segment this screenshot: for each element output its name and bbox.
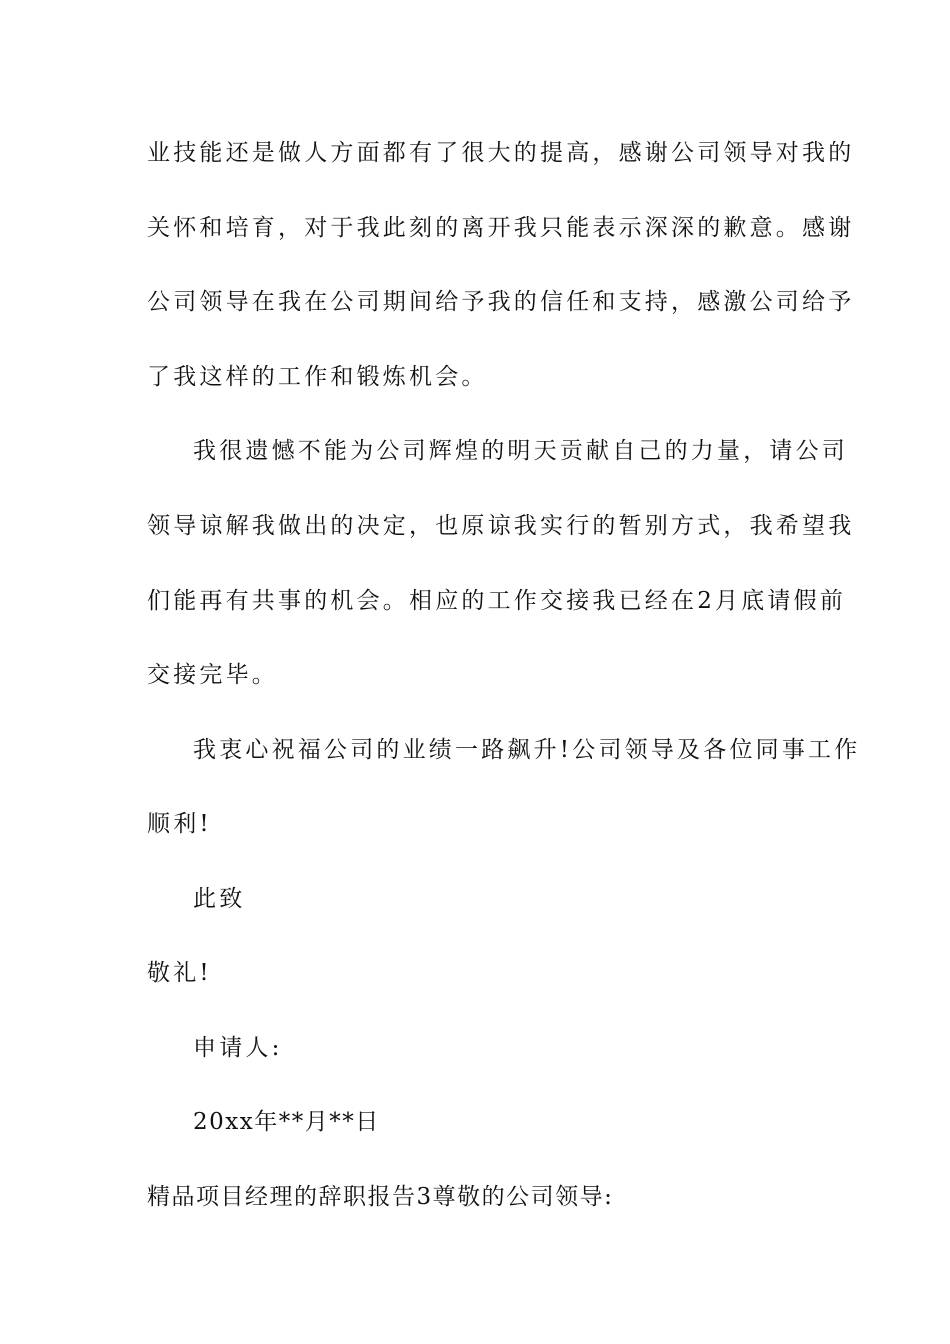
paragraph-line: 顺利!: [147, 811, 212, 837]
paragraph-line: 交接完毕。: [147, 662, 278, 688]
paragraph-line: 公司领导在我在公司期间给予我的信任和支持，感激公司给予: [147, 289, 855, 315]
next-section-heading: 精品项目经理的辞职报告3尊敬的公司领导:: [147, 1184, 614, 1210]
paragraph-line: 我衷心祝福公司的业绩一路飙升!公司领导及各位同事工作: [193, 737, 861, 763]
paragraph-line: 业技能还是做人方面都有了很大的提高，感谢公司领导对我的: [147, 140, 855, 166]
paragraph-line: 关怀和培育，对于我此刻的离开我只能表示深深的歉意。感谢: [147, 215, 855, 241]
closing-salutation: 此致: [193, 886, 246, 912]
date-line: 20xx年**月**日: [193, 1109, 380, 1135]
paragraph-line: 我很遗憾不能为公司辉煌的明天贡献自己的力量，请公司: [193, 438, 848, 464]
paragraph-line: 领导谅解我做出的决定，也原谅我实行的暂别方式，我希望我: [147, 513, 855, 539]
paragraph-line: 们能再有共事的机会。相应的工作交接我已经在2月底请假前: [147, 588, 847, 614]
closing-regards: 敬礼!: [147, 960, 212, 986]
applicant-label: 申请人:: [193, 1035, 283, 1061]
paragraph-line: 了我这样的工作和锻炼机会。: [147, 364, 488, 390]
